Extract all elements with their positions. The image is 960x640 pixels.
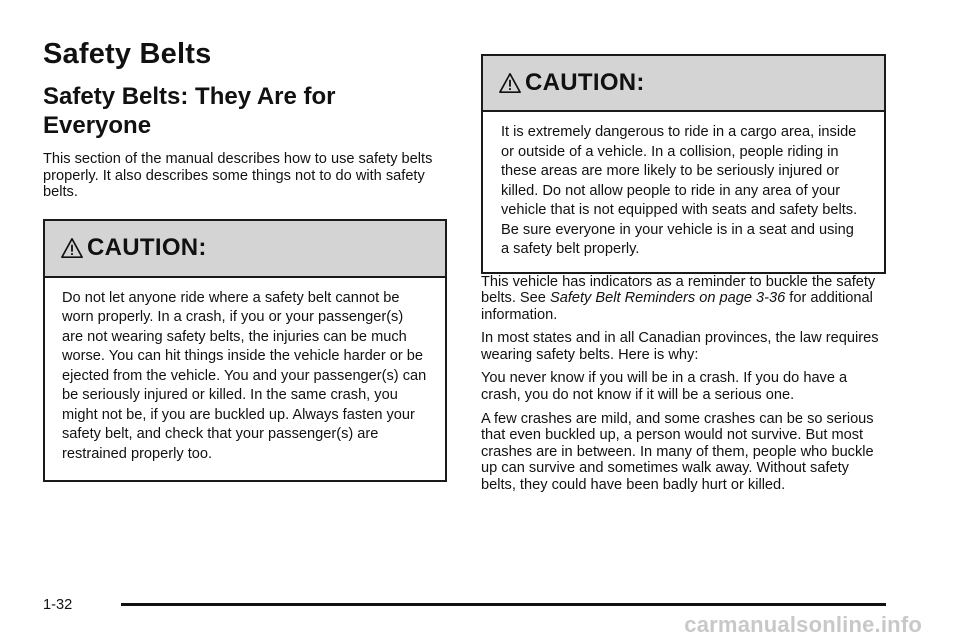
- intro-paragraph: This section of the manual describes how to use safety belts properly. It also describes some things not to do with safety belts.: [43, 150, 433, 201]
- crash-paragraph: You never know if you will be in a crash. If you do have a crash, you do not know if it will be a serious one.: [481, 370, 848, 404]
- section-heading: Safety Belts: They Are for Everyone: [43, 83, 336, 140]
- law-paragraph: In most states and in all Canadian provinces, the law requires wearing safety belts. Here is why:: [481, 330, 879, 363]
- caution-text: It is extremely dangerous to ride in a cargo area, inside or outside of a vehicle. In a collision, people riding in these areas are more likely to be seriously injured or killed. Do not allow people to ride in any area of your vehicle that is not equipped with seats and safety belts. Be sure everyone in your vehicle is in a seat and using a safety belt properly.: [501, 124, 858, 257]
- caution-text: Do not let anyone ride where a safety belt cannot be worn properly. In a crash, if you or your passenger(s) are not wearing safety belts, the injuries can be much worse. You can hit things inside the vehicle harder or be ejected from the vehicle. You and your passenger(s) can be seriously injured or killed. In the same crash, you might not be, if you are buckled up. Always fasten your safety belt, and check that your passenger(s) are restrained properly too.: [62, 289, 427, 462]
- reminder-text-start: This vehicle has indicators as a reminder to buckle the safety belts. See: [481, 273, 876, 307]
- warning-triangle-icon: [499, 72, 521, 94]
- caution-header: [483, 56, 884, 112]
- caution-box-left: [43, 219, 447, 483]
- page-number: 1-32: [43, 597, 73, 613]
- survival-paragraph: A few crashes are mild, and some crashes can be so serious that even buckled up, a person would not survive. But most crashes are in between. In many of them, people who buckle up can survive and sometimes walk away. Without safety belts, they could have been badly hurt or killed.: [481, 410, 874, 494]
- right-column: [481, 54, 886, 501]
- reminder-text-end: for additional information.: [481, 290, 873, 323]
- caution-box-right: [481, 54, 886, 274]
- caution-title: CAUTION:: [525, 69, 645, 96]
- caution-title: CAUTION:: [87, 234, 207, 262]
- warning-triangle-icon: [61, 237, 83, 259]
- left-column: [43, 38, 447, 482]
- footer-rule: [121, 603, 886, 606]
- caution-header: [45, 221, 445, 278]
- page-title: Safety Belts: [43, 38, 212, 70]
- reminder-paragraph: [481, 274, 886, 324]
- watermark-text: carmanualsonline.info: [684, 612, 922, 637]
- cross-reference-link[interactable]: Safety Belt Reminders on page 3-36: [549, 290, 786, 307]
